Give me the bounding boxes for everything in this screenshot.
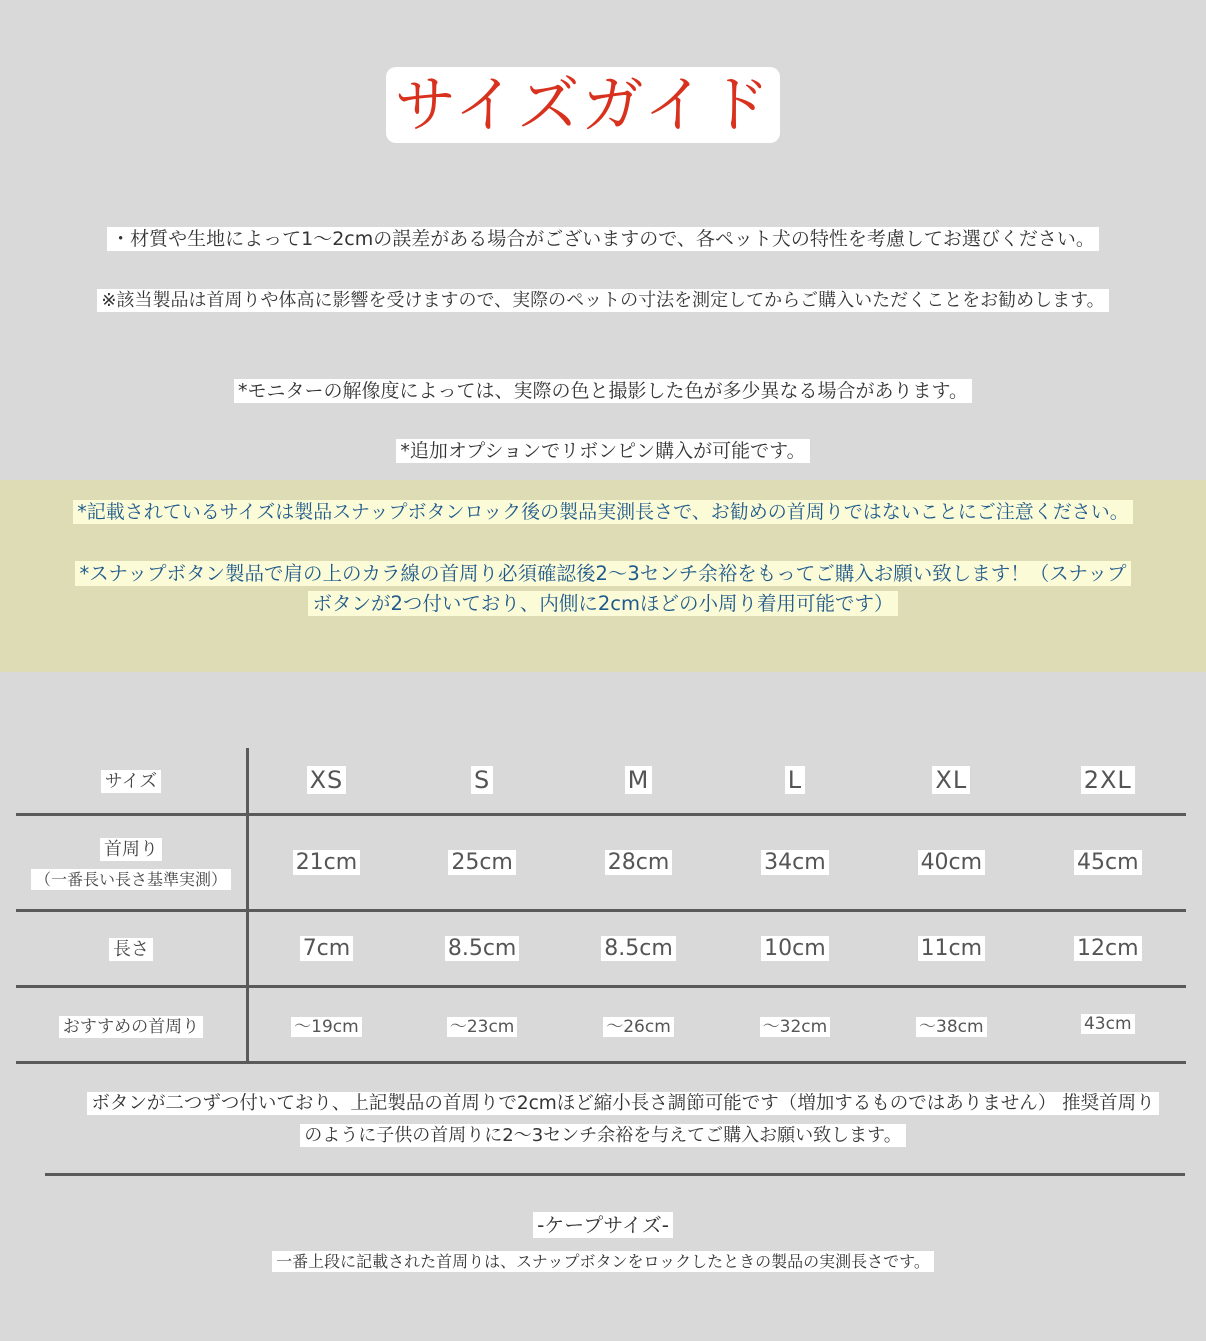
neck-cell [873, 814, 1029, 910]
note-2 [0, 287, 1206, 315]
recommended-value: 〜38cm [916, 1017, 987, 1037]
divider [45, 1173, 1185, 1176]
length-value: 10cm [761, 936, 829, 961]
recommended-cell [248, 986, 404, 1062]
length-value: 8.5cm [445, 936, 520, 961]
highlight-note-2a [0, 559, 1206, 589]
footnote-line-2-text: のように子供の首周りに2〜3センチ余裕を与えてご購入お願い致します。 [300, 1124, 905, 1147]
size-2xl: 2XL [1081, 766, 1135, 794]
size-table [16, 748, 1186, 1064]
neck-cell [717, 814, 873, 910]
length-cell [404, 910, 560, 986]
size-cell [404, 748, 560, 814]
highlight-note-2b [0, 589, 1206, 619]
size-xl: XL [932, 766, 970, 794]
neck-cell [404, 814, 560, 910]
recommended-row [16, 986, 1186, 1062]
length-cell [717, 910, 873, 986]
note-1 [0, 225, 1206, 253]
recommended-value: 〜19cm [291, 1017, 362, 1037]
footnote-line-1-text: ボタンが二つずつ付いており、上記製品の首周りで2cmほど縮小長さ調節可能です（増加するものではありません） 推奨首周り [87, 1092, 1158, 1115]
note-2-text: ※該当製品は首周りや体高に影響を受けますので、実際のペットの寸法を測定してからご購入いただくことをお勧めします。 [97, 289, 1108, 312]
neck-sublabel: （一番長い長さ基準実測） [31, 869, 231, 890]
recommended-value: 〜32cm [760, 1017, 831, 1037]
length-label: 長さ [109, 938, 153, 961]
neck-label: 首周り [100, 838, 162, 861]
neck-value: 28cm [605, 850, 673, 875]
recommended-header-cell [16, 986, 248, 1062]
length-value: 8.5cm [601, 936, 676, 961]
size-row [16, 748, 1186, 814]
neck-value: 34cm [761, 850, 829, 875]
size-m: M [625, 766, 653, 794]
recommended-label: おすすめの首周り [59, 1016, 203, 1038]
size-xs: XS [307, 766, 347, 794]
note-1-text: ・材質や生地によって1〜2cmの誤差がある場合がございますので、各ペット犬の特性を考慮してお選びください。 [107, 227, 1099, 251]
cape-note-text: 一番上段に記載された首周りは、スナップボタンをロックしたときの製品の実測長さです。 [272, 1251, 934, 1272]
cape-note [0, 1248, 1206, 1276]
neck-cell [560, 814, 716, 910]
length-value: 7cm [300, 936, 354, 961]
highlight-note-1 [0, 497, 1206, 527]
size-l: L [785, 766, 805, 794]
size-cell [717, 748, 873, 814]
footnote-line-2 [0, 1122, 1206, 1150]
size-label: サイズ [101, 770, 162, 793]
length-value: 12cm [1074, 936, 1142, 961]
size-cell [560, 748, 716, 814]
recommended-value: 〜26cm [603, 1017, 674, 1037]
recommended-cell [404, 986, 560, 1062]
footnote-line-1 [20, 1090, 1206, 1118]
neck-value: 45cm [1074, 850, 1142, 875]
note-3-text: *モニターの解像度によっては、実際の色と撮影した色が多少異なる場合があります。 [234, 379, 972, 403]
neck-value: 21cm [293, 850, 361, 875]
neck-cell [248, 814, 404, 910]
recommended-value: 43cm [1081, 1014, 1135, 1034]
highlight-note-2b-text: ボタンが2つ付いており、内側に2cmほどの小周り着用可能です） [308, 591, 897, 616]
highlight-note-2a-text: *スナップボタン製品で肩の上のカラ線の首周り必須確認後2〜3センチ余裕をもってご購入お願い致します！（スナップ [75, 561, 1130, 586]
length-row [16, 910, 1186, 986]
recommended-cell [1030, 986, 1186, 1062]
page-title: サイズガイド [394, 68, 772, 141]
neck-value: 25cm [448, 850, 516, 875]
size-header-cell [16, 748, 248, 814]
note-3 [0, 377, 1206, 405]
highlight-note-1-text: *記載されているサイズは製品スナップボタンロック後の製品実測長さで、お勧めの首周りではないことにご注意ください。 [73, 500, 1132, 524]
length-cell [873, 910, 1029, 986]
recommended-cell [560, 986, 716, 1062]
size-cell [1030, 748, 1186, 814]
neck-cell [1030, 814, 1186, 910]
note-4 [0, 437, 1206, 465]
length-cell [560, 910, 716, 986]
length-cell [248, 910, 404, 986]
length-cell [1030, 910, 1186, 986]
neck-header-cell [16, 814, 248, 910]
size-cell [248, 748, 404, 814]
size-s: S [471, 766, 493, 794]
note-4-text: *追加オプションでリボンピン購入が可能です。 [396, 439, 809, 463]
cape-title [0, 1211, 1206, 1239]
title-box [386, 67, 780, 143]
neck-value: 40cm [918, 850, 986, 875]
length-header-cell [16, 910, 248, 986]
cape-title-text: -ケープサイズ- [533, 1212, 673, 1238]
length-value: 11cm [918, 936, 986, 961]
recommended-cell [717, 986, 873, 1062]
recommended-cell [873, 986, 1029, 1062]
recommended-value: 〜23cm [447, 1017, 518, 1037]
size-cell [873, 748, 1029, 814]
neck-row [16, 814, 1186, 910]
